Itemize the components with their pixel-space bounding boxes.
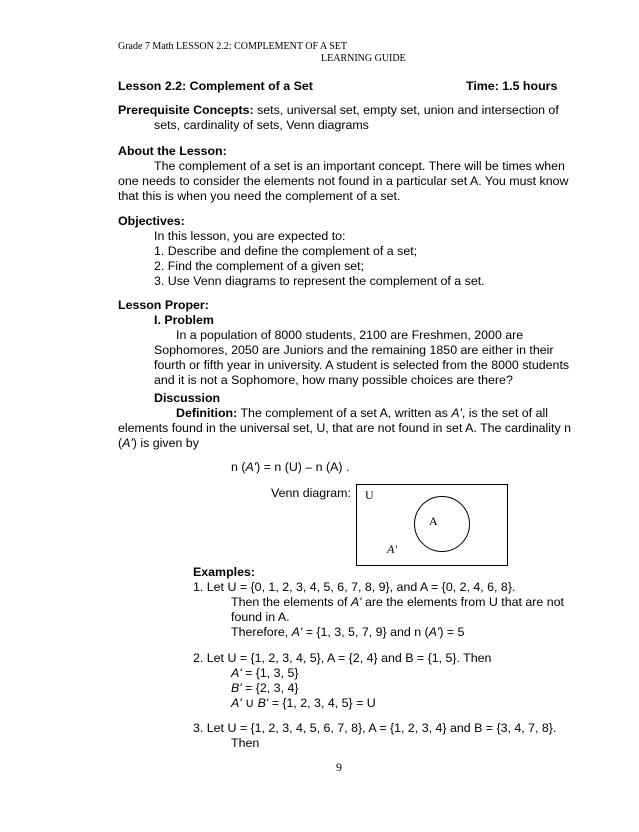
- header-line1: Grade 7 Math LESSON 2.2: COMPLEMENT OF A SET: [118, 41, 347, 52]
- definition-label: Definition:: [176, 406, 238, 420]
- example1-line1: 1. Let U = {0, 1, 2, 3, 4, 5, 6, 7, 8, 9}, and A = {0, 2, 4, 6, 8}.: [193, 580, 516, 594]
- about-line2: one needs to consider the elements not found in a particular set A. You must know: [118, 174, 569, 188]
- b-prime: B': [257, 696, 269, 710]
- objectives-line2: 1. Describe and define the complement of a set;: [154, 244, 418, 258]
- cardinality-formula: [231, 460, 349, 475]
- objectives-heading: Objectives:: [118, 214, 185, 228]
- a-prime: A': [231, 696, 242, 710]
- a-prime: A': [350, 595, 362, 609]
- venn-universal-label: U: [365, 488, 374, 502]
- example-text: Therefore,: [231, 625, 292, 639]
- a-prime: A': [245, 460, 257, 474]
- example2-line2: [231, 666, 298, 681]
- definition-text: , is the set of all: [461, 406, 548, 420]
- prereq-label: Prerequisite Concepts:: [118, 103, 254, 117]
- definition-line2: elements found in the universal set, U, that are not found in set A. The cardinality n: [118, 421, 571, 435]
- a-prime: A': [451, 406, 462, 420]
- definition-text: (: [118, 436, 123, 450]
- prereq-line2: sets, cardinality of sets, Venn diagrams: [154, 118, 369, 132]
- venn-set-a-label: A: [429, 514, 438, 528]
- problem-line3: fourth or fifth year in university. A student is selected from the 8000 students: [154, 358, 570, 372]
- example1-line3: found in A.: [231, 610, 290, 624]
- objectives-line4: 3. Use Venn diagrams to represent the complement of a set.: [154, 274, 485, 288]
- examples-heading: Examples:: [193, 565, 255, 579]
- example-text: = {1, 3, 5}: [241, 666, 299, 680]
- lesson-time: Time: 1.5 hours: [466, 79, 558, 93]
- problem-heading: I. Problem: [154, 313, 214, 327]
- about-line3: that this is when you need the complement of a set.: [118, 189, 401, 203]
- lesson-title: Lesson 2.2: Complement of a Set: [118, 79, 313, 93]
- example-text: ) = 5: [439, 625, 465, 639]
- proper-heading: Lesson Proper:: [118, 298, 209, 312]
- header-line2: LEARNING GUIDE: [321, 53, 406, 64]
- definition-line3: [118, 436, 199, 451]
- a-prime: A': [291, 625, 303, 639]
- definition-text: ) is given by: [132, 436, 199, 450]
- example2-line3: [231, 681, 298, 696]
- formula-part: n (: [231, 460, 246, 474]
- discussion-heading: Discussion: [154, 391, 221, 405]
- problem-line4: and it is not a Sophomore, how many possible choices are there?: [154, 373, 513, 387]
- example-text: = {1, 2, 3, 4, 5} = U: [268, 696, 376, 710]
- page-number: 9: [336, 760, 342, 774]
- objectives-line1: In this lesson, you are expected to:: [154, 229, 346, 243]
- example2-line1: 2. Let U = {1, 2, 3, 4, 5}, A = {2, 4} and B = {1, 5}. Then: [193, 651, 492, 665]
- objectives-line3: 2. Find the complement of a given set;: [154, 259, 365, 273]
- example-text: = {2, 3, 4}: [241, 681, 299, 695]
- union-symbol: ∪: [241, 696, 258, 710]
- definition-line1: [176, 406, 548, 421]
- venn-label: Venn diagram:: [271, 486, 351, 500]
- example-text: = {1, 3, 5, 7, 9} and n (: [302, 625, 429, 639]
- example1-line2: [231, 595, 564, 610]
- prereq-text1: sets, universal set, empty set, union and intersection of: [253, 103, 559, 117]
- venn-diagram: [356, 484, 508, 566]
- b-prime: B': [231, 681, 242, 695]
- venn-set-a-circle: [414, 496, 470, 552]
- example3-line2: Then: [231, 736, 260, 750]
- about-line1: The complement of a set is an important concept. There will be times when: [154, 159, 565, 173]
- example2-line4: [231, 696, 376, 711]
- a-prime: A': [428, 625, 440, 639]
- formula-part: ) = n (U) – n (A) .: [256, 460, 350, 474]
- a-prime: A': [122, 436, 133, 450]
- about-heading: About the Lesson:: [118, 144, 227, 158]
- example1-line4: [231, 625, 464, 640]
- example3-line1: 3. Let U = {1, 2, 3, 4, 5, 6, 7, 8}, A = {1, 2, 3, 4} and B = {3, 4, 7, 8}.: [193, 721, 557, 735]
- a-prime: A': [231, 666, 242, 680]
- problem-line2: Sophomores, 2050 are Juniors and the remaining 1850 are either in their: [154, 343, 554, 357]
- example-text: Then the elements of: [231, 595, 351, 609]
- prereq-line1: [118, 103, 559, 118]
- problem-line1: In a population of 8000 students, 2100 are Freshmen, 2000 are: [176, 328, 524, 342]
- definition-text: The complement of a set A, written as: [237, 406, 452, 420]
- example-text: are the elements from U that are not: [361, 595, 564, 609]
- venn-complement-label: A': [387, 542, 397, 556]
